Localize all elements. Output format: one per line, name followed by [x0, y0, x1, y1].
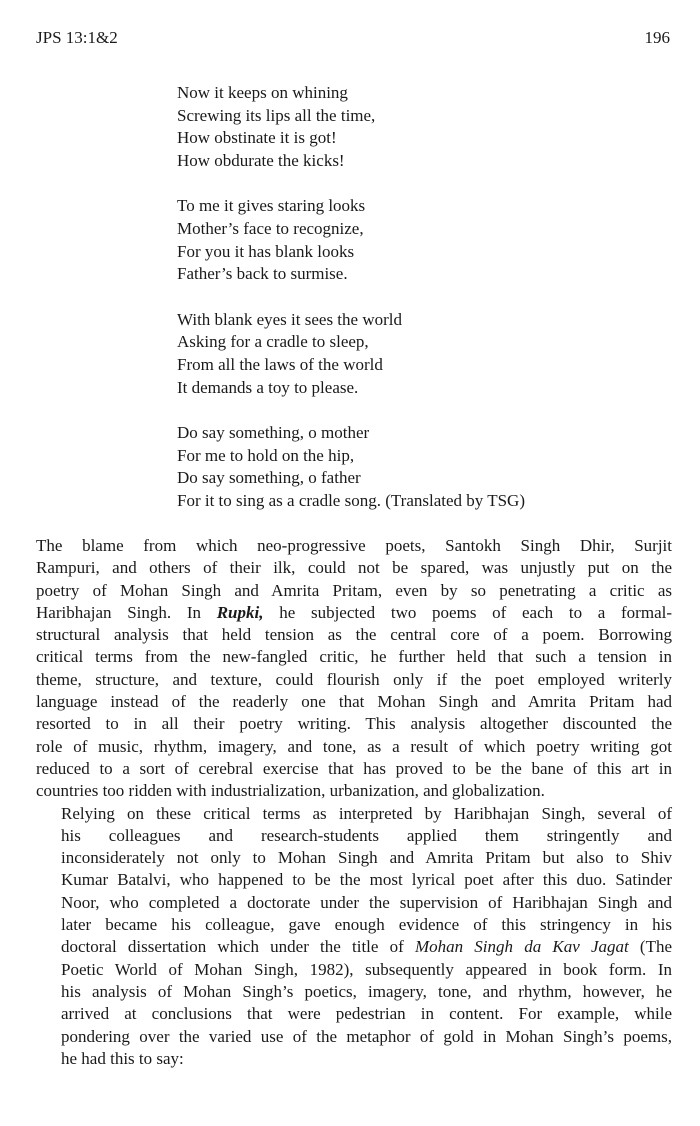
text-line: [36, 602, 672, 624]
text-line: The blame from which neo-progressive poets, Santokh Singh Dhir, Surjit: [36, 536, 672, 555]
text-line: [36, 936, 672, 958]
poem-line: It demands a toy to please.: [177, 377, 359, 397]
poem-block: [177, 82, 657, 536]
poem-line: Mother’s face to recognize,: [177, 218, 364, 238]
poem-line: For it to sing as a cradle song. (Translated by TSG): [177, 490, 525, 510]
text-line: poetry of Mohan Singh and Amrita Pritam, even by so penetrating a critic as: [36, 580, 672, 600]
poem-line: For me to hold on the hip,: [177, 445, 355, 465]
paragraph: [36, 803, 672, 1071]
text-line: Relying on these critical terms as interpreted by Haribhajan Singh, several of: [61, 803, 672, 823]
poem-line: Now it keeps on whining: [177, 83, 348, 102]
text-line: inconsiderately not only to Mohan Singh and Amrita Pritam but also to Shiv: [61, 848, 672, 868]
poem-line: For you it has blank looks: [177, 241, 355, 261]
text-line: Kumar Batalvi, who happened to be the most lyrical poet after this duo. Satinder: [61, 870, 672, 890]
text-line: reduced to a sort of cerebral exercise that has proved to be the bane of this art in: [36, 758, 672, 778]
poem-line: How obdurate the kicks!: [177, 150, 345, 170]
poem-line: How obstinate it is got!: [177, 128, 337, 148]
text-line: theme, structure, and texture, could flourish only if the poet employed writerly: [36, 669, 672, 689]
text-line: Poetic World of Mohan Singh, 1982), subsequently appeared in book form. In: [61, 959, 672, 979]
poem-line: To me it gives staring looks: [177, 196, 366, 216]
text-segment: (The: [639, 937, 673, 957]
poem-line: With blank eyes it sees the world: [177, 309, 402, 329]
poem-line: Screwing its lips all the time,: [177, 105, 376, 125]
text-segment: doctoral dissertation which under the title of: [61, 937, 404, 957]
poem-stanza: [177, 309, 657, 399]
poem-line: Do say something, o mother: [177, 423, 370, 443]
text-segment: he subjected two poems of each to a formal-: [279, 602, 672, 622]
poem-line: Do say something, o father: [177, 468, 361, 488]
poem-stanza: [177, 82, 657, 172]
text-line: language instead of the readerly one that Mohan Singh and Amrita Pritam had: [36, 692, 672, 712]
text-line: role of music, rhythm, imagery, and tone, as a result of which poetry writing got: [36, 736, 672, 756]
text-line: arrived at conclusions that were pedestrian in content. For example, while: [61, 1004, 672, 1024]
body-text: [36, 535, 672, 1070]
text-line: countries too ridden with industrialization, urbanization, and globalization.: [36, 781, 545, 801]
text-line: critical terms from the new-fangled critic, he further held that such a tension in: [36, 647, 672, 667]
book-title: Mohan Singh da Kav Jagat: [414, 937, 629, 957]
text-line: Rampuri, and others of their ilk, could not be spared, was unjustly put on the: [36, 558, 672, 578]
text-line: he had this to say:: [61, 1048, 184, 1068]
poem-stanza: [177, 195, 657, 285]
poem-line: From all the laws of the world: [177, 354, 383, 374]
paragraph: [36, 535, 672, 803]
text-line: later became his colleague, gave enough evidence of this stringency in his: [61, 915, 672, 935]
text-line: structural analysis that held tension as the central core of a poem. Borrowing: [36, 625, 672, 645]
book-title: Rupki,: [216, 602, 264, 622]
page-number: 196: [644, 28, 670, 47]
text-line: his analysis of Mohan Singh’s poetics, imagery, tone, and rhythm, however, he: [61, 981, 672, 1001]
poem-stanza: [177, 422, 657, 512]
text-line: resorted to in all their poetry writing. This analysis altogether discounted the: [36, 714, 672, 734]
text-line: pondering over the varied use of the metaphor of gold in Mohan Singh’s poems,: [61, 1026, 672, 1046]
poem-line: Asking for a cradle to sleep,: [177, 332, 369, 352]
text-segment: Haribhajan Singh. In: [36, 602, 202, 622]
poem-line: Father’s back to surmise.: [177, 264, 348, 284]
journal-citation: JPS 13:1&2: [36, 28, 118, 47]
running-header: [36, 26, 670, 50]
text-line: Noor, who completed a doctorate under the supervision of Haribhajan Singh and: [61, 892, 672, 912]
text-line: his colleagues and research-students applied them stringently and: [61, 825, 672, 845]
